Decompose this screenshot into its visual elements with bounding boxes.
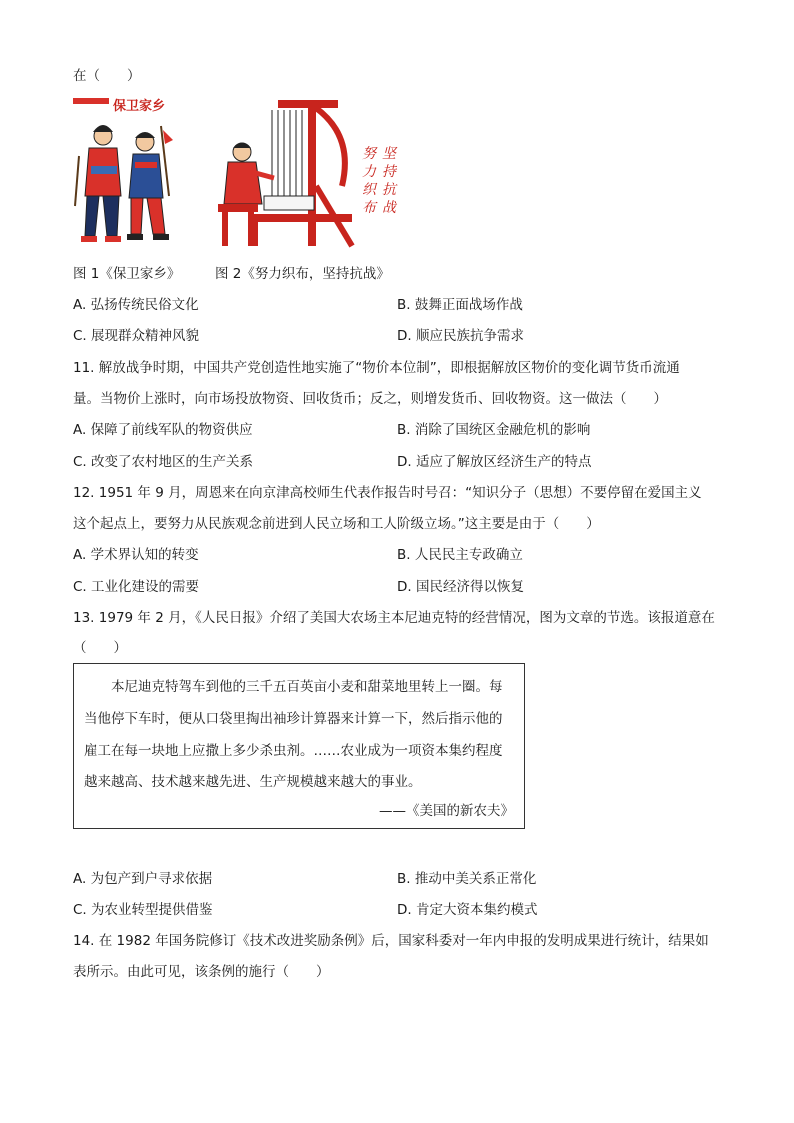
q10-stem-tail: 在（ ） xyxy=(73,68,141,84)
figure-2-illustration xyxy=(212,96,402,248)
q14-stem-line-1: 14. 在 1982 年国务院修订《技术改进奖励条例》后，国家科委对一年内申报的发明成果进行统计，结果如 xyxy=(73,933,709,949)
q13-quote-line-3: 雇工在每一块地上应撒上多少杀虫剂。……农业成为一项资本集约程度 xyxy=(84,743,503,759)
q13-option-b[interactable]: B. 推动中美关系正常化 xyxy=(397,871,537,887)
figure-2-slogan: 努力织布 坚持抗战 xyxy=(362,146,396,216)
q14-stem-line-2: 表所示。由此可见，该条例的施行（ ） xyxy=(73,964,330,980)
q13-quote-line-4: 越来越高、技术越来越先进、生产规模越来越大的事业。 xyxy=(84,774,422,790)
q13-stem-line-2: （ ） xyxy=(73,640,127,656)
figure-1-caption: 图 1《保卫家乡》 xyxy=(73,266,181,282)
q11-option-b[interactable]: B. 消除了国统区金融危机的影响 xyxy=(397,422,591,438)
q12-option-d[interactable]: D. 国民经济得以恢复 xyxy=(397,579,524,595)
q13-quote-source: ——《美国的新农夫》 xyxy=(379,803,514,819)
q13-option-c[interactable]: C. 为农业转型提供借鉴 xyxy=(73,902,213,918)
q12-option-b[interactable]: B. 人民民主专政确立 xyxy=(397,547,523,563)
q12-stem-line-1: 12. 1951 年 9 月，周恩来在向京津高校师生代表作报告时号召：“知识分子（思想）不要停留在爱国主义 xyxy=(73,485,702,501)
q11-option-c[interactable]: C. 改变了农村地区的生产关系 xyxy=(73,454,254,470)
figure-2-caption: 图 2《努力织布，坚持抗战》 xyxy=(215,266,390,282)
q12-option-c[interactable]: C. 工业化建设的需要 xyxy=(73,579,200,595)
figure-1-title: 保卫家乡 xyxy=(113,99,166,114)
q10-option-d[interactable]: D. 顺应民族抗争需求 xyxy=(397,328,524,344)
q13-quote-box xyxy=(73,663,525,829)
q10-option-c[interactable]: C. 展现群众精神风貌 xyxy=(73,328,200,344)
q13-option-a[interactable]: A. 为包产到户寻求依据 xyxy=(73,871,213,887)
q11-option-a[interactable]: A. 保障了前线军队的物资供应 xyxy=(73,422,253,438)
q13-quote-line-1: 本尼迪克特驾车到他的三千五百英亩小麦和甜菜地里转上一圈。每 xyxy=(84,679,503,695)
q11-stem-line-1: 11. 解放战争时期，中国共产党创造性地实施了“物价本位制”，即根据解放区物价的变化调节货币流通 xyxy=(73,360,680,376)
figure-2-poster xyxy=(212,96,402,248)
q12-option-a[interactable]: A. 学术界认知的转变 xyxy=(73,547,199,563)
q13-quote-line-2: 当他停下车时，便从口袋里掏出袖珍计算器来计算一下，然后指示他的 xyxy=(84,711,503,727)
figure-1-poster xyxy=(73,96,175,252)
q13-option-d[interactable]: D. 肯定大资本集约模式 xyxy=(397,902,538,918)
q10-option-b[interactable]: B. 鼓舞正面战场作战 xyxy=(397,297,523,313)
figure-1-illustration xyxy=(73,96,175,252)
q13-stem-line-1: 13. 1979 年 2 月，《人民日报》介绍了美国大农场主本尼迪克特的经营情况，图为文章的节选。该报道意在 xyxy=(73,610,715,626)
q10-option-a[interactable]: A. 弘扬传统民俗文化 xyxy=(73,297,199,313)
q11-stem-line-2: 量。当物价上涨时，向市场投放物资、回收货币；反之，则增发货币、回收物资。这一做法（ ） xyxy=(73,391,667,407)
q12-stem-line-2: 这个起点上，要努力从民族观念前进到人民立场和工人阶级立场。”这主要是由于（ ） xyxy=(73,516,600,532)
q11-option-d[interactable]: D. 适应了解放区经济生产的特点 xyxy=(397,454,592,470)
